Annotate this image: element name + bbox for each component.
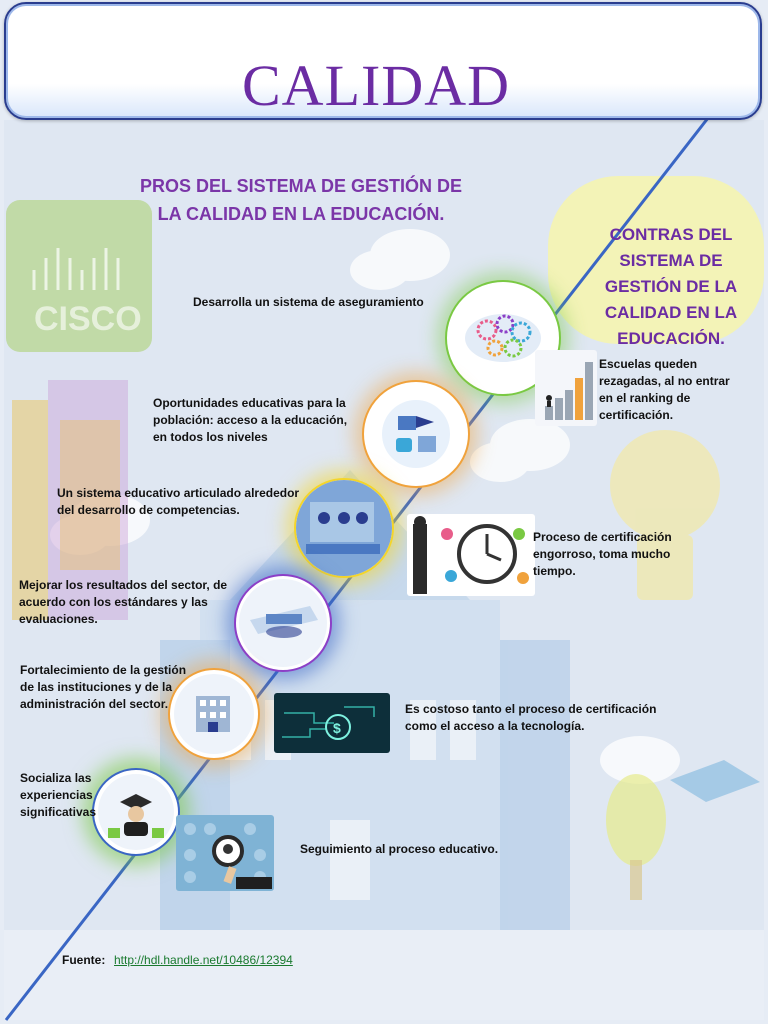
pro-item-1 xyxy=(193,294,424,311)
contra-item-text: certificación. xyxy=(599,408,674,422)
pro-item-text: Fortalecimiento de la gestión xyxy=(20,663,187,677)
contras-heading-line: CALIDAD EN LA xyxy=(604,303,738,322)
pro-item-text: del desarrollo de competencias. xyxy=(57,503,240,517)
money-tech-icon xyxy=(274,693,390,753)
pro-item-text: evaluaciones. xyxy=(19,612,98,626)
contra-item-text: Es costoso tanto el proceso de certificación xyxy=(405,702,657,716)
classroom-icon xyxy=(294,478,394,578)
clock-businessman-icon xyxy=(407,514,535,596)
contras-heading-line: GESTIÓN DE LA xyxy=(604,277,738,296)
contra-item-3 xyxy=(405,701,656,735)
contras-heading xyxy=(598,222,744,352)
pro-item-5 xyxy=(20,662,186,713)
svg-text:$: $ xyxy=(333,720,341,736)
pro-item-text: población: acceso a la educación, xyxy=(153,413,348,427)
pro-item-6 xyxy=(20,770,96,821)
pros-heading-line-1: PROS DEL SISTEMA DE GESTIÓN DE xyxy=(139,176,463,196)
pros-heading xyxy=(118,172,484,228)
title-banner xyxy=(4,2,762,120)
source-label: Fuente: xyxy=(62,953,106,967)
ranking-stairs-icon xyxy=(535,350,597,426)
contra-item-text: como el acceso a la tecnología. xyxy=(405,719,585,733)
contra-item-text: tiempo. xyxy=(533,564,576,578)
pro-item-text: en todos los niveles xyxy=(153,430,268,444)
cisco-logo: CISCO xyxy=(34,300,142,338)
page-title: CALIDAD xyxy=(242,53,510,118)
contra-item-1 xyxy=(599,356,730,424)
graduate-icon xyxy=(92,768,180,856)
pro-item-text: Mejorar los resultados del sector, de xyxy=(19,578,228,592)
pro-item-text: de las instituciones y de la xyxy=(20,680,173,694)
pro-item-text: Un sistema educativo articulado alrededor xyxy=(57,486,300,500)
contra-item-text: rezagadas, al no entrar xyxy=(599,374,730,388)
source-link[interactable]: http://hdl.handle.net/10486/12394 xyxy=(114,953,293,967)
results-hand-icon xyxy=(234,574,332,672)
pro-item-3 xyxy=(57,485,299,519)
pro-item-2 xyxy=(153,395,347,446)
contras-heading-line: EDUCACIÓN. xyxy=(617,329,725,348)
contra-item-text: Escuelas queden xyxy=(599,357,698,371)
pros-heading-line-2: LA CALIDAD EN LA EDUCACIÓN. xyxy=(157,204,445,224)
contra-item-text: Seguimiento al proceso educativo. xyxy=(300,842,499,856)
pro-item-text: administración del sector. xyxy=(20,697,169,711)
education-access-icon xyxy=(362,380,470,488)
contra-item-4 xyxy=(300,841,498,858)
contra-item-text: engorroso, toma mucho xyxy=(533,547,671,561)
contra-item-text: en el ranking de xyxy=(599,391,691,405)
magnifier-people-icon xyxy=(176,815,274,891)
pro-item-text: acuerdo con los estándares y las xyxy=(19,595,208,609)
pro-item-text: Oportunidades educativas para la xyxy=(153,396,346,410)
contras-heading-line: CONTRAS DEL xyxy=(609,225,733,244)
contra-item-text: Proceso de certificación xyxy=(533,530,672,544)
pro-item-text: Desarrolla un sistema de aseguramiento xyxy=(193,295,424,309)
pro-item-text: Socializa las xyxy=(20,771,92,785)
pro-item-text: significativas xyxy=(20,805,97,819)
pro-item-text: experiencias xyxy=(20,788,93,802)
contra-item-2 xyxy=(533,529,672,580)
contras-heading-line: SISTEMA DE xyxy=(619,251,723,270)
pro-item-4 xyxy=(19,577,227,628)
